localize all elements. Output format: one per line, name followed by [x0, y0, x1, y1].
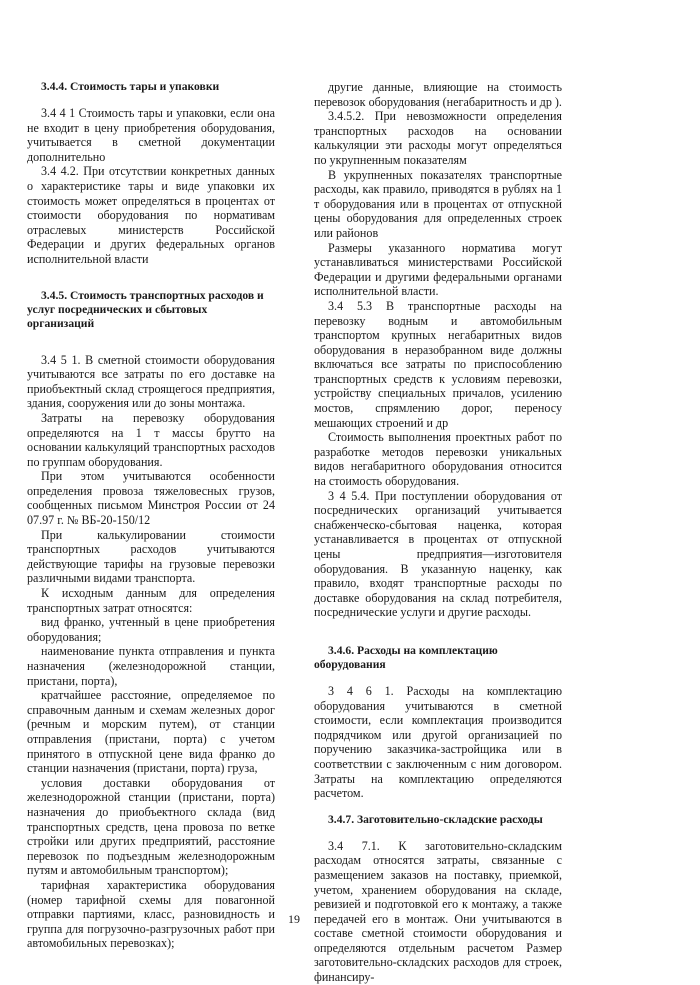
paragraph: Стоимость выполнения проектных работ по разработке методов перевозки уникальных видов негабаритного оборудования относится на стоимость оборудования. — [314, 430, 562, 489]
paragraph: 3 4 5.4. При поступлении оборудования от посреднических организаций учитывается снабженческо-сбытовая наценка, которая устанавливается в процентах от отпускной цены предприятия—изготовителя оборудования. В указанную наценку, как правило, входят транспортные расходы по доставке оборудования на склад потребителя, посреднические услуги и другие расходы. — [314, 488, 562, 620]
list-item: тарифная характеристика оборудования (номер тарифной схемы для повагонной отправки партиями, класс, разновидность и группа для погрузочно-разгрузочных работ при автомобильных перевозках); — [27, 877, 275, 951]
section-heading-3-4-7: 3.4.7. Заготовительно-складские расходы — [328, 812, 543, 826]
paragraph: 3.4 5.3 В транспортные расходы на перевозку водным и автомобильным транспортом крупных негабаритных видов оборудования в неразобранном виде должны включаться все затраты по приспособлению транспортных средств к условиям перевозки, устройству специальных причалов, усилению мостов, спрямлению дорог, переносу мешающих строений и др — [314, 298, 562, 430]
list-item: другие данные, влияющие на стоимость перевозок оборудования (негабаритность и др ). — [314, 80, 562, 109]
paragraph: 3.4 7.1. К заготовительно-складским расходам относятся затраты, связанные с размещением заказов на поставку, приемкой, учетом, хранением оборудования на складе, ревизией и подготовкой его к монтажу, а также передачей его в монтаж. Они учитываются в составе сметной стоимости оборудования и определяются отдельным расчетом Размер заготовительно-складских расходов для строек, финансиру- — [314, 838, 562, 985]
paragraph: При калькулировании стоимости транспортных расходов учитываются действующие тарифы на грузовые перевозки различными видами транспорта. — [27, 527, 275, 586]
paragraph: В укрупненных показателях транспортные расходы, как правило, приводятся в рублях на 1 т оборудования или в процентах от отпускной цены оборудования для определенных строек или районов — [314, 167, 562, 240]
section-heading-3-4-5: 3.4.5. Стоимость транспортных расходов и услуг посреднических и сбытовых организаций — [27, 288, 264, 330]
paragraph: При этом учитываются особенности определения провоза тяжеловесных грузов, сообщенных письмом Минстроя России от 24 07.97 г. № ВБ-20-150/12 — [27, 469, 275, 528]
paragraph: 3.4 4.2. При отсутствии конкретных данных о характеристике тары и виде упаковки их стоимость может определяться в процентах от стоимости оборудования по нормативам отраслевых министерств Российской Федерации и других федеральных органов исполнительной власти — [27, 164, 275, 266]
paragraph: К исходным данным для определения транспортных затрат относятся: — [27, 586, 275, 615]
paragraph: 3 4 6 1. Расходы на комплектацию оборудования учитываются в сметной стоимости, если комплектация производится подрядчиком или другой организацией по поручению заказчика-застройщика или в соответствии с заключенным с ним договором. Затраты на комплектацию определяются расчетом. — [314, 683, 562, 801]
list-item: кратчайшее расстояние, определяемое по справочным данным и схемам железных дорог (речным и морским путем), от станции отправления (пристани, порта) с учетом принятого в отпускной цене вида франко до станции назначения (пристани, порта) груза, — [27, 688, 275, 776]
section-heading-3-4-4: 3.4.4. Стоимость тары и упаковки — [41, 80, 220, 93]
paragraph: Размеры указанного норматива могут устанавливаться министерствами Российской Федерации и другими федеральными органами исполнительной власти. — [314, 240, 562, 299]
section-heading-3-4-6: 3.4.6. Расходы на комплектацию оборудования — [314, 643, 498, 671]
list-item: условия доставки оборудования от железнодорожной станции (пристани, порта) назначения до приобъектного склада (вид транспортных средств, цена провоза по ветке стройки или других предприятий, расстояние перевозок по подъездным железнодорожным путям и автомобильным транспортом); — [27, 775, 275, 878]
paragraph: 3.4 5 1. В сметной стоимости оборудования учитываются все затраты по его доставке на приобъектный склад строящегося предприятия, здания, сооружения или до зоны монтажа. — [27, 352, 275, 411]
paragraph: Затраты на перевозку оборудования определяются на 1 т массы брутто на основании калькуляций транспортных расходов по группам оборудования. — [27, 410, 275, 469]
page-number: 19 — [288, 912, 300, 926]
paragraph: 3.4.5.2. При невозможности определения транспортных расходов на основании калькуляции эти расходы могут определяться по укрупненным показателям — [314, 109, 562, 167]
list-item: наименование пункта отправления и пункта назначения (железнодорожной станции, пристани, порта), — [27, 644, 275, 688]
left-column — [27, 80, 275, 951]
list-item: вид франко, учтенный в цене приобретения оборудования; — [27, 615, 275, 644]
paragraph: 3.4 4 1 Стоимость тары и упаковки, если она не входит в цену приобретения оборудования, учитывается в сметной документации дополнительно — [27, 106, 275, 164]
right-column — [314, 80, 562, 985]
